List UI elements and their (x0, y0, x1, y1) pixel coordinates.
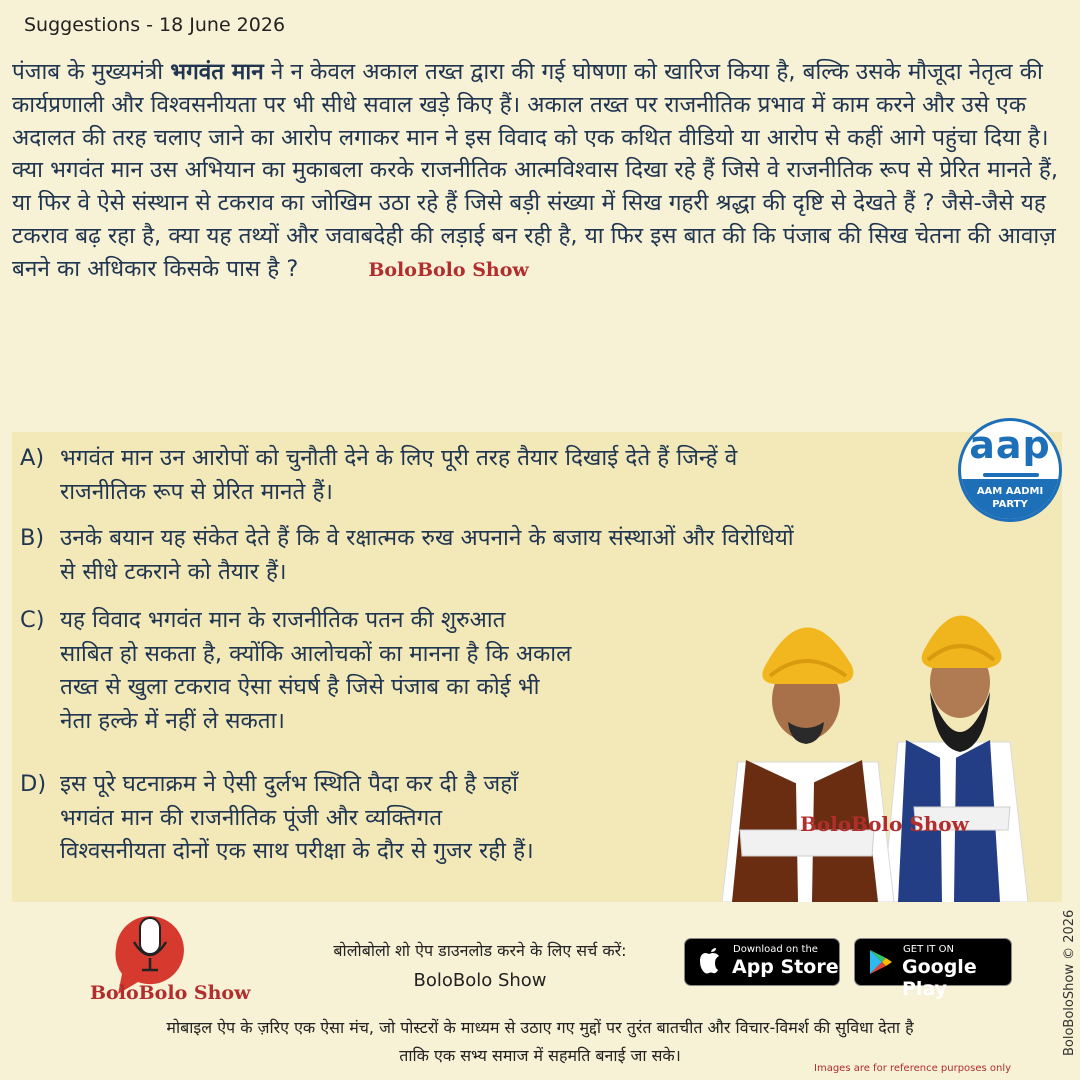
search-prompt-text: बोलोबोलो शो ऐप डाउनलोड करने के लिए सर्च करें: (333, 941, 627, 960)
option-line: तख्त से खुला टकराव ऐसा संघर्ष है जिसे पंजाब का कोई भी (60, 674, 540, 700)
option-c[interactable] (20, 604, 571, 738)
option-d[interactable] (20, 768, 534, 869)
date-header: Suggestions - 18 June 2026 (24, 14, 286, 36)
option-letter: C) (20, 607, 45, 633)
option-line: विश्वसनीयता दोनों एक साथ परीक्षा के दौर से गुजर रही हैं। (60, 838, 534, 864)
google-play-big-text: Google Play (902, 956, 977, 1000)
politicians-illustration (718, 572, 1038, 902)
broom-icon (983, 473, 1039, 477)
footer-tagline (20, 1014, 1060, 1070)
option-line: राजनीतिक रूप से प्रेरित मानते हैं। (60, 478, 333, 505)
option-line: नेता हल्के में नहीं ले सकता। (60, 707, 285, 734)
option-line: से सीधे टकराने को तैयार हैं। (60, 558, 287, 585)
google-play-small-text: GET IT ON (903, 944, 954, 955)
tagline-line-1: मोबाइल ऐप के ज़रिए एक ऐसा मंच, जो पोस्टरों के माध्यम से उठाए गए मुद्दों पर तुरंत बातचीत और विचार-विमर्श की सुविधा देता है (166, 1018, 914, 1037)
intro-part-1: पंजाब के मुख्यमंत्री (12, 59, 171, 85)
left-figure (722, 627, 894, 902)
aap-logo-text: aap (969, 423, 1051, 467)
copyright-text: BoloBoloShow © 2026 (1062, 909, 1077, 1056)
intro-paragraph (12, 56, 1062, 287)
aap-party-logo (958, 418, 1062, 522)
option-letter: D) (20, 771, 47, 797)
tagline-line-2: ताकि एक सभ्य समाज में सहमति बनाई जा सके। (399, 1046, 681, 1065)
option-line: उनके बयान यह संकेत देते हैं कि वे रक्षात्मक रुख अपनाने के बजाय संस्थाओं और विरोधियों (60, 525, 794, 551)
option-letter: A) (20, 445, 45, 471)
search-app-name: BoloBolo Show (413, 970, 547, 991)
microphone-icon (140, 918, 160, 954)
aap-logo-line-1: AAM AADMI (976, 486, 1044, 497)
search-prompt (290, 936, 670, 996)
option-line: भगवंत मान की राजनीतिक पूंजी और व्यक्तिगत (60, 804, 443, 831)
intro-name-bold: भगवंत मान (170, 59, 264, 85)
bolobolo-watermark-text: BoloBolo Show (368, 258, 529, 281)
right-figure (883, 615, 1028, 902)
disclaimer-text: Images are for reference purposes only (814, 1063, 1012, 1074)
option-line: यह विवाद भगवंत मान के राजनीतिक पतन की शुरुआत (60, 607, 506, 633)
app-store-small-text: Download on the (733, 944, 818, 955)
option-a[interactable] (20, 442, 737, 509)
play-store-icon (865, 947, 895, 977)
option-letter: B) (20, 525, 45, 551)
option-line: भगवंत मान उन आरोपों को चुनौती देने के लिए पूरी तरह तैयार दिखाई देते हैं जिन्हें वे (60, 445, 738, 471)
aap-logo-band (961, 479, 1059, 519)
google-play-button[interactable] (854, 938, 1012, 1000)
intro-part-2: ने न केवल अकाल तख्त द्वारा की गई घोषणा को खारिज किया है, बल्कि उसके मौजूदा नेतृत्व की कार्यप्रणाली और विश्वसनीयता पर भी सीधे सवाल खड़े किए हैं। अकाल तख्त पर राजनीतिक प्रभाव में काम करने और उसे एक अदालत की तरह चलाए जाने का आरोप लगाकर मान ने इस विवाद को एक कथित वीडियो या आरोप से कहीं आगे पहुंचा दिया है। क्या भगवंत मान उस अभियान का मुकाबला करके राजनीतिक आत्मविश्वास दिखा रहे हैं जिसे वे राजनीतिक रूप से प्रेरित मानते हैं, या फिर वे ऐसे संस्थान से टकराव का जोखिम उठा रहे हैं जिसे बड़ी संख्या में सिख गहरी श्रद्धा की दृष्टि से देखते हैं ? जैसे-जैसे यह टकराव बढ़ रहा है, क्या यह तथ्यों और जवाबदेही की लड़ाई बन रही है, या फिर इस बात की कि पंजाब की सिख चेतना की आवाज़ बनने का अधिकार किसके पास है ? (12, 59, 1058, 282)
app-store-big-text: App Store (732, 956, 839, 978)
option-line: इस पूरे घटनाक्रम ने ऐसी दुर्लभ स्थिति पैदा कर दी है जहाँ (60, 771, 518, 797)
image-watermark: BoloBolo Show (800, 812, 969, 836)
option-line: साबित हो सकता है, क्योंकि आलोचकों का मानना है कि अकाल (60, 640, 572, 667)
footer-logo-label: BoloBolo Show (90, 982, 251, 1004)
app-store-button[interactable] (684, 938, 840, 986)
aap-logo-line-2: PARTY (992, 499, 1028, 510)
apple-icon (695, 947, 725, 977)
option-b[interactable] (20, 522, 794, 589)
